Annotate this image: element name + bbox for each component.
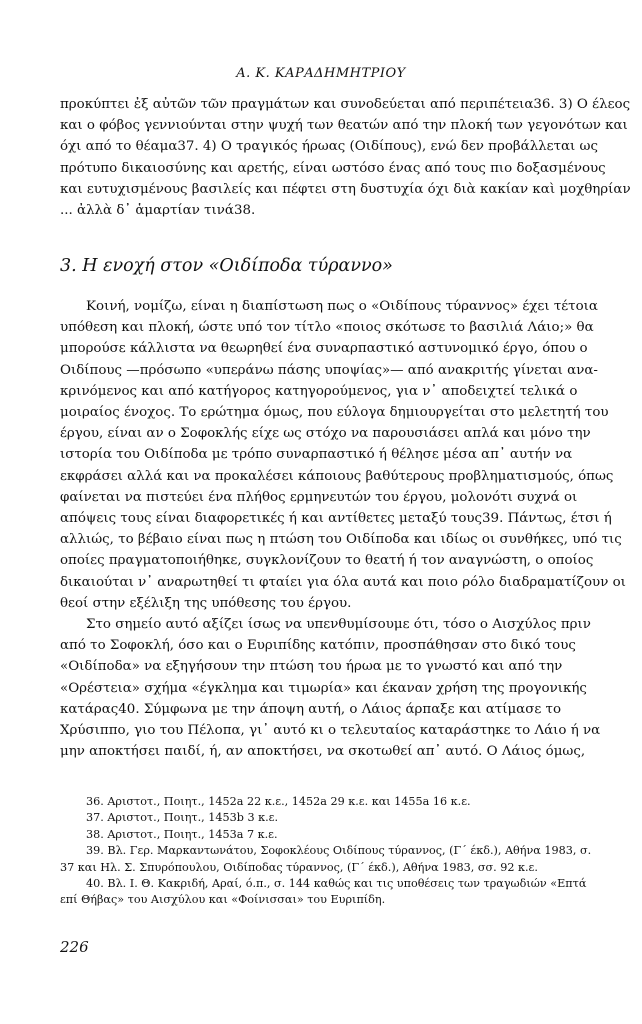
footnote: 37. Αριστοτ., Ποιητ., 1453b 3 κ.ε.: [86, 811, 279, 825]
text-line: απόψεις τους είναι διαφορετικές ή και αντίθετες μεταξύ τους39. Πάντως, έτσι ή: [60, 511, 612, 527]
text-line: κατάρας40. Σύμφωνα με την άποψη αυτή, ο Λάιος άρπαξε και ατίμασε το: [60, 701, 562, 717]
body-paragraph-1: [60, 296, 626, 614]
footnotes: [60, 794, 592, 909]
text-line: και ευτυχισμένους βασιλείς και πέφτει στη δυστυχία όχι διὰ κακίαν καὶ μοχθηρίαν: [60, 181, 631, 197]
footnote: 38. Αριστοτ., Ποιητ., 1453a 7 κ.ε.: [86, 827, 278, 841]
text-line: Στο σημείο αυτό αξίζει ίσως να υπενθυμίσουμε ότι, τόσο ο Αισχύλος πριν: [86, 617, 591, 632]
text-line: Κοινή, νομίζω, είναι η διαπίστωση πως ο «Οιδίπους τύραννος» έχει τέτοια: [86, 299, 598, 314]
footnote-continuation: 37 και Ηλ. Σ. Σπυρόπουλου, Οιδίποδας τύραννος, (Γ΄ έκδ.), Αθήνα 1983, σσ. 92 κ.ε.: [60, 860, 538, 874]
footnote: 40. Βλ. Ι. Θ. Κακριδή, Αραί, ό.π., σ. 144 καθώς και τις υποθέσεις των τραγωδιών «Επτά: [86, 877, 587, 891]
text-line: φαίνεται να πιστεύει ένα πλήθος ερμηνευτών του έργου, μολονότι συχνά οι: [60, 489, 578, 505]
footnote: 39. Βλ. Γερ. Μαρκαντωνάτου, Σοφοκλέους Οιδίπους τύραννος, (Γ΄ έκδ.), Αθήνα 1983, σ.: [86, 844, 592, 858]
body-paragraph-2: [60, 614, 601, 762]
text-line: ... ἀλλὰ δ᾿ ἁμαρτίαν τινά38.: [60, 203, 256, 219]
footnote-continuation: επί Θήβας» του Αισχύλου και «Φοίνισσαι» του Ευριπίδη.: [60, 893, 386, 907]
text-line: αλλιώς, το βέβαιο είναι πως η πτώση του Οιδίποδα και ιδίως οι συνθήκες, υπό τις: [60, 532, 622, 548]
text-line: προκύπτει ἐξ αὐτῶν τῶν πραγμάτων και συνοδεύεται από περιπέτεια36. 3) Ο έλεος: [60, 97, 631, 112]
section-heading: 3. Η ενοχή στον «Οιδίποδα τύραννο»: [60, 256, 393, 276]
text-line: «Ορέστεια» σχήμα «έγκλημα και τιμωρία» και έκαναν χρήση της προγονικής: [60, 680, 587, 696]
text-line: δικαιούται ν᾿ αναρωτηθεί τι φταίει για όλα αυτά και ποιο ρόλο διαδραματίζουν οι: [60, 574, 626, 590]
text-line: Οιδίπους —πρόσωπο «υπεράνω πάσης υποψίας»— από ανακριτής γίνεται ανα-: [60, 362, 598, 378]
text-line: υπόθεση και πλοκή, ώστε υπό τον τίτλο «ποιος σκότωσε το βασιλιά Λάιο;» θα: [60, 320, 594, 336]
text-line: Χρύσιππο, γιο του Πέλοπα, γι᾿ αυτό κι ο τελευταίος καταράστηκε το Λάιο ή να: [60, 723, 601, 739]
text-line: κρινόμενος και από κατήγορος κατηγορούμενος, για ν᾿ αποδειχτεί τελικά ο: [60, 383, 578, 399]
text-line: από το Σοφοκλή, όσο και ο Ευριπίδης κατόπιν, προσπάθησαν στο δικό τους: [60, 638, 576, 654]
text-line: εκφράσει αλλά και να προκαλέσει κάποιους βαθύτερους προβληματισμούς, όπως: [60, 468, 614, 484]
text-line: έργου, είναι αν ο Σοφοκλής είχε ως στόχο να παρουσιάσει απλά και μόνο την: [60, 426, 591, 442]
page-number: 226: [60, 938, 89, 956]
running-header: Α. Κ. ΚΑΡΑΔΗΜΗΤΡΙΟΥ: [236, 66, 406, 81]
text-line: θεοί στην εξέλιξη της υπόθεσης του έργου.: [60, 595, 352, 611]
text-line: και ο φόβος γεννιούνται στην ψυχή των θεατών από την πλοκή των γεγονότων και: [60, 118, 628, 134]
text-line: μην αποκτήσει παιδί, ή, αν αποκτήσει, να σκοτωθεί απ᾿ αυτό. Ο Λάιος όμως,: [60, 744, 586, 760]
intro-paragraph: [60, 94, 631, 221]
text-line: μπορούσε κάλλιστα να θεωρηθεί ένα συναρπαστικό αστυνομικό έργο, όπου ο: [60, 341, 588, 357]
footnote: 36. Αριστοτ., Ποιητ., 1452a 22 κ.ε., 1452a 29 κ.ε. και 1455a 16 κ.ε.: [86, 795, 471, 808]
text-line: πρότυπο δικαιοσύνης και αρετής, είναι ωστόσο ένας από τους πιο δοξασμένους: [60, 160, 606, 176]
text-line: «Οιδίποδα» να εξηγήσουν την πτώση του ήρωα με το γνωστό και από την: [60, 659, 563, 675]
text-line: όχι από το θέαμα37. 4) Ο τραγικός ήρωας (Οιδίπους), ενώ δεν προβάλλεται ως: [60, 139, 598, 155]
text-line: οποίες πραγματοποιήθηκε, συγκλονίζουν το θεατή ή τον αναγνώστη, ο οποίος: [60, 553, 594, 569]
text-line: μοιραίος ένοχος. Το ερώτημα όμως, που εύλογα δημιουργείται στο μελετητή του: [60, 405, 609, 421]
text-line: ιστορία του Οιδίποδα με τρόπο συναρπαστικό ή θέλησε μέσα απ᾿ αυτήν να: [60, 447, 573, 463]
